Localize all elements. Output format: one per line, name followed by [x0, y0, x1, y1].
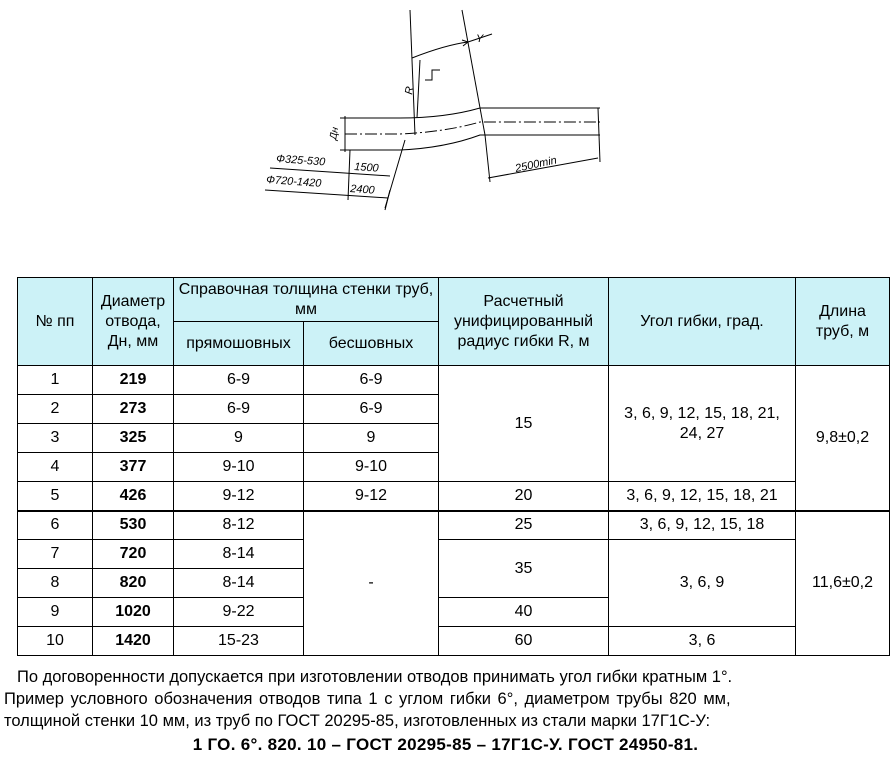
row-number: 2 — [18, 395, 93, 424]
radius-label: R — [403, 85, 417, 96]
dim-row2-label: Ф720-1420 — [265, 174, 322, 190]
pipe-centerline — [345, 122, 600, 134]
note-example-line1: Пример условного обозначения отводов типа 1 с углом гибки 6°, диаметром трубы 820 мм, — [4, 690, 731, 708]
row-diameter: 1420 — [93, 627, 174, 656]
row-wall-welded: 9-12 — [174, 482, 304, 511]
angle-arc — [412, 42, 468, 58]
row-diameter: 720 — [93, 540, 174, 569]
designation-example: 1 ГО. 6°. 820. 10 – ГОСТ 20295-85 – 17Г1С-У. ГОСТ 24950-81. — [192, 735, 699, 754]
row-wall-welded: 15-23 — [174, 627, 304, 656]
header-wall-seamless: бесшовных — [304, 322, 439, 366]
header-diameter: Диаметр отвода, Дн, мм — [93, 278, 174, 366]
length-cell: 11,6±0,2 — [796, 511, 890, 656]
row-diameter: 530 — [93, 511, 174, 540]
row-number: 5 — [18, 482, 93, 511]
seamless-dash-cell: - — [304, 511, 439, 656]
row-number: 4 — [18, 453, 93, 482]
pipe-outer-line — [340, 108, 600, 118]
row-wall-welded: 8-12 — [174, 511, 304, 540]
note-multiple-angle: По договоренности допускается при изготовлении отводов принимать угол гибки кратным 1°. — [17, 668, 733, 686]
note-example-line2: толщиной стенки 10 мм, из труб по ГОСТ 20295-85, изготовленных из стали марки 17Г1С-У: — [4, 712, 711, 730]
row-number: 6 — [18, 511, 93, 540]
angle-cell: 3, 6, 9, 12, 15, 18, 21, 24, 27 — [609, 366, 796, 482]
row-wall-welded: 9-10 — [174, 453, 304, 482]
table-row — [18, 627, 890, 656]
min-length-label: 2500min — [514, 154, 558, 175]
angle-cell: 3, 6 — [609, 627, 796, 656]
bend-spec-table — [17, 277, 890, 656]
row-number: 1 — [18, 366, 93, 395]
row-wall-seamless: 6-9 — [304, 366, 439, 395]
table-row — [18, 511, 890, 540]
angle-cell: 3, 6, 9 — [609, 540, 796, 627]
row-diameter: 325 — [93, 424, 174, 453]
row-wall-welded: 6-9 — [174, 366, 304, 395]
gamma-label: Y — [476, 33, 484, 45]
row-wall-seamless: 9 — [304, 424, 439, 453]
header-wall-group: Справочная толщина стенки труб, мм — [174, 278, 439, 322]
row-number: 8 — [18, 569, 93, 598]
row-number: 10 — [18, 627, 93, 656]
angle-cell: 3, 6, 9, 12, 15, 18 — [609, 511, 796, 540]
radius-cell: 60 — [439, 627, 609, 656]
table-row — [18, 540, 890, 569]
table-row — [18, 482, 890, 511]
radius-cell: 15 — [439, 366, 609, 482]
row-number: 7 — [18, 540, 93, 569]
radius-cell: 35 — [439, 540, 609, 598]
row-wall-seamless: 9-12 — [304, 482, 439, 511]
row-wall-seamless: 9-10 — [304, 453, 439, 482]
row-diameter: 1020 — [93, 598, 174, 627]
dim-row1-value: 1500 — [353, 161, 380, 175]
row-diameter: 273 — [93, 395, 174, 424]
header-wall-welded: прямошовных — [174, 322, 304, 366]
table-row — [18, 366, 890, 395]
row-wall-seamless: 6-9 — [304, 395, 439, 424]
row-wall-welded: 8-14 — [174, 540, 304, 569]
row-number: 3 — [18, 424, 93, 453]
radial-line-right — [462, 10, 485, 135]
row-diameter: 219 — [93, 366, 174, 395]
radial-line-left — [410, 10, 415, 135]
row-number: 9 — [18, 598, 93, 627]
row-diameter: 377 — [93, 453, 174, 482]
pipe-inner-line — [340, 135, 600, 150]
row-wall-welded: 9 — [174, 424, 304, 453]
row-wall-welded: 6-9 — [174, 395, 304, 424]
length-cell: 9,8±0,2 — [796, 366, 890, 511]
dim-row1-label: Ф325-530 — [275, 153, 326, 169]
radius-cell: 40 — [439, 598, 609, 627]
dim-row2-value: 2400 — [349, 183, 376, 197]
header-num: № пп — [18, 278, 93, 366]
header-angle: Угол гибки, град. — [609, 278, 796, 366]
header-radius: Расчетный унифицированный радиус гибки R, м — [439, 278, 609, 366]
radius-cell: 20 — [439, 482, 609, 511]
pipe-bend-drawing — [0, 0, 891, 270]
diameter-label: Дн — [328, 126, 342, 141]
row-wall-welded: 9-22 — [174, 598, 304, 627]
row-wall-welded: 8-14 — [174, 569, 304, 598]
row-diameter: 820 — [93, 569, 174, 598]
radius-cell: 25 — [439, 511, 609, 540]
header-length: Длина труб, м — [796, 278, 890, 366]
angle-cell: 3, 6, 9, 12, 15, 18, 21 — [609, 482, 796, 511]
row-diameter: 426 — [93, 482, 174, 511]
